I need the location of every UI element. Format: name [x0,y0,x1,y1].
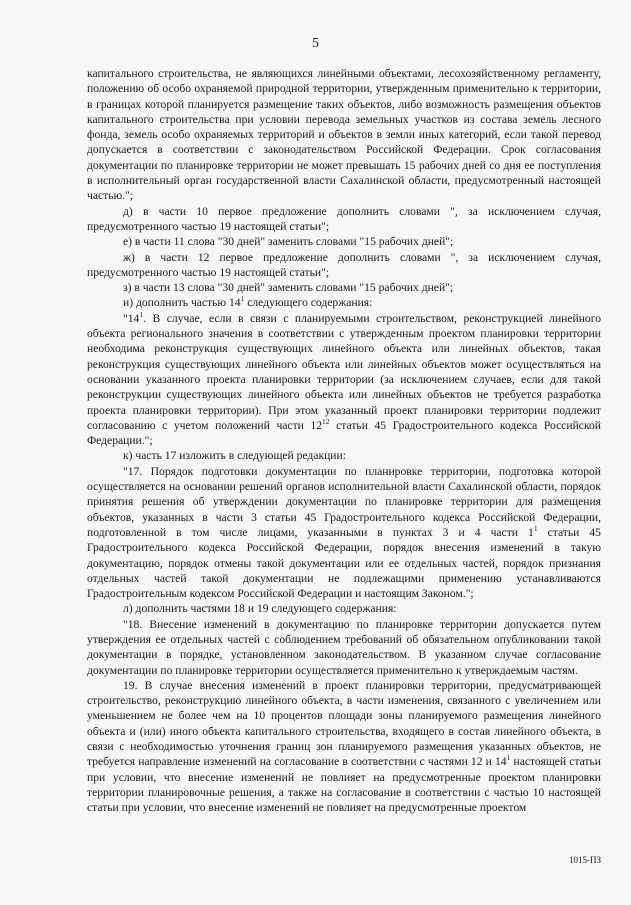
paragraph-text: к) часть 17 изложить в следующей редакции: [123,449,346,463]
paragraph-text: статьи 45 Градостроительного кодекса Российской Федерации."; [87,418,601,448]
paragraph-text: и) дополнить частью 14 [123,296,241,310]
paragraph-text: 19. В случае внесения изменений в проект планировки территории, предусматривающей строительство, реконструкцию линейного объекта, в части изменения, связанного с увеличением или уменьшением не более чем на 10 процентов площади зоны планируемого размещения линейного объекта и (или) иного объекта капитального строительства, входящего в состав линейного объекта, в связи с необходимостью уточнения границ зон планируемого размещения указанных объектов, не требуется направление изменений на согласование в соответствии с частями 12 и 14 [87,678,601,769]
superscript: 1 [139,309,144,319]
superscript: 1 [506,753,511,763]
paragraph [87,678,601,816]
paragraph-text: д) в части 10 первое предложение дополнить словами ", за исключением случая, предусмотренного частью 19 настоящей статьи"; [87,204,601,233]
document-body [87,66,601,816]
paragraph [87,280,601,295]
paragraph-text: л) дополнить частями 18 и 19 следующего содержания: [123,602,397,616]
document-code: 1015-ПЗ [568,855,601,865]
paragraph [87,601,601,616]
paragraph-text: . В случае, если в связи с планируемыми строительством, реконструкцией линейного объекта регионального значения в соответствии с утвержденным проектом планировки территории необходима реконструкция существующих линейного объекта или линейных объектов, такая реконструкция существующих линейного объекта или линейных объектов может осуществляться на основании указанного проекта планировки территории (за исключением случаев, если для такой реконструкции существующих линейного объекта или линейных объектов не требуется разработка проекта планировки территории). При этом указанный проект планировки территории подлежит согласованию с учетом положений части 12 [87,311,601,432]
paragraph [87,464,601,602]
paragraph [87,311,601,449]
paragraph-text: "14 [123,311,140,325]
superscript: 1 [533,523,538,533]
paragraph [87,448,601,463]
paragraph-text: настоящей статьи при условии, что внесение изменений не повлияет на предусмотренные проектом планировки территории планировочные решения, а также на согласование в соответствии с частью 10 настоящей статьи при условии, что внесение изменений не повлияет на предусмотренные проектом [87,755,601,815]
paragraph-text: е) в части 11 слова "30 дней" заменить словами "15 рабочих дней"; [123,235,454,249]
paragraph [87,617,601,678]
page-number: 5 [312,36,319,51]
paragraph-text: статьи 45 Градостроительного кодекса Российской Федерации, порядок внесения изменений в такую документацию, порядок отмены такой документации или ее отдельных частей, порядок признания отдельных частей такой документации не подлежащими применению устанавливаются Градостроительным кодексом Российской Федерации и настоящим Законом."; [87,525,601,601]
paragraph [87,204,601,235]
paragraph [87,234,601,249]
paragraph-text: следующего содержания: [244,296,373,310]
paragraph [87,250,601,281]
paragraph-text: "18. Внесение изменений в документацию по планировке территории допускается путем утверждения ее отдельных частей с соблюдением требований об обязательном опубликовании такой документации в порядке, установленном законодательством. В указанном случае согласование документации по планировке территории осуществляется применительно к утверждаемым частям. [87,617,601,677]
paragraph-text: капитального строительства, не являющихся линейными объектами, лесохозяйственному регламенту, положению об особо охраняемой природной территории, утвержденным применительно к территории, в границах которой планируется размещение таких объектов, либо возможность размещения объектов капитального строительства при условии перевода земельных участков из состава земель лесного фонда, земель особо охраняемых территорий и объектов в земли иных категорий, если такой перевод допускается в соответствии с законодательством Российской Федерации. Срок согласования документации по планировке территории не может превышать 15 рабочих дней со дня ее поступления в исполнительный орган государственной власти Сахалинской области, предусмотренный настоящей частью."; [87,67,601,203]
superscript: 12 [322,416,330,426]
paragraph-text: з) в части 13 слова "30 дней" заменить словами "15 рабочих дней"; [123,281,454,295]
paragraph-text: "17. Порядок подготовки документации по планировке территории, подготовка которой осуществляется на основании решений органов исполнительной власти Сахалинской области, порядок принятия решения об утверждении документации по планировке территории для размещения объектов, указанных в части 3 статьи 45 Градостроительного кодекса Российской Федерации, подготовленной в том числе лицами, указанными в пунктах 3 и 4 части 1 [87,464,601,539]
superscript: 1 [240,294,245,304]
paragraph [87,295,601,310]
paragraph [87,66,601,204]
paragraph-text: ж) в части 12 первое предложение дополнить словами ", за исключением случая, предусмотренного частью 19 настоящей статьи"; [87,250,601,279]
